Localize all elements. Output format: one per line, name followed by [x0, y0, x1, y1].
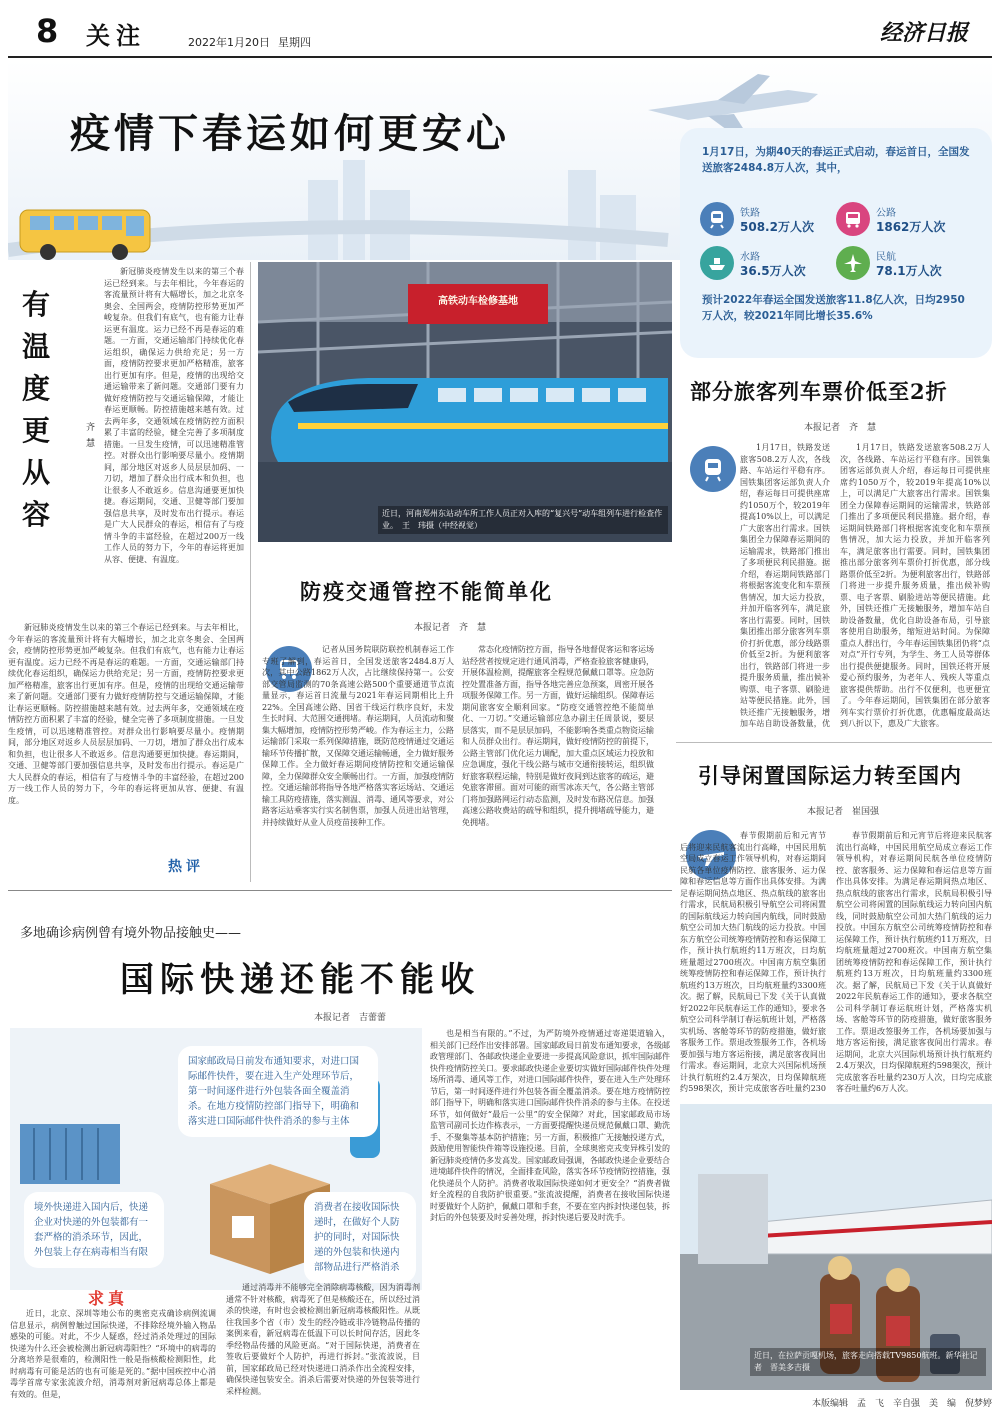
stat-water-label: 水路	[740, 252, 760, 263]
tickets-body-col1	[680, 442, 830, 730]
aviation-body-col2	[836, 830, 992, 1096]
express-body-col3	[430, 1028, 670, 1408]
stat-air-value: 78.1万人次	[876, 264, 942, 278]
commentary-author: 齐 慧	[86, 423, 96, 449]
stat-rail-value: 508.2万人次	[740, 220, 814, 234]
transport-byline: 本报记者 齐 慧	[413, 623, 486, 633]
aviation-body-col1	[680, 830, 826, 1096]
stat-road-label: 公路	[876, 208, 896, 219]
express-bubble-2: 境外快递进入国内后，快递企业对快递的外包装都有一套严格的消杀环节，因此，外包装上存在病毒相当有限	[24, 1192, 164, 1268]
express-illustration	[10, 1028, 422, 1290]
express-text-2: 通过消毒并不能够完全消除病毒核酸，因为消毒剂通常不针对核酸，病毒死了但是核酸还在，所以经过消杀的快递，有时也会被检测出新冠病毒核酸阳性。从既往我国多个省（市）发生的经冷链或非冷链物品传播的案例来看，新冠病毒在低温下可以长时间存活，因此冬季经物品传播的风险更高。“对于国际快递，消费者在签收后要做好个人防护，再进行拆封。”张流波说，目前，国家邮政局已经对快递进口消杀作出全流程安排，确保快递包装安全。消杀后需要对快递的外包装等进行采样检测。	[226, 1283, 420, 1396]
photo-airport-caption: 近日，在拉萨贡嘎机场，旅客走向搭载TV9850航班。新华社记者 晋美多吉摄	[750, 1348, 986, 1376]
commentary-text: 新冠肺炎疫情发生以来的第三个春运已经到来。与去年相比，今年春运的客流量预计将有大幅增长，加之北京冬奥会、全国两会，疫情防控形势更加严峻复杂。但我们有底气，也有能力让春运更有温度。运力已经不再是春运的难题。一方面，交通运输部门持续优化春运组织，确保运力供给充足；另一方面，疫情防控要求更加严格精准，旅客出行更加有序。但是，疫情的出现给交通运输带来了新问题。交通部门要有力做好疫情防控与交通运输保障，才能让春运更顺畅。防控措施越来越有效。过去两年多，交通领域在疫情防控方面积累了丰富的经验，健全完善了多项制度措施。一旦发生疫情，可以迅速精准管控。对群众出行影响要尽量小。疫情期间，部分地区对返乡人员层层加码、一刀切，增加了群众出行成本和负担，也让很多人不敢返乡。信息沟通要更加快捷。春运期间，交通、卫健等部门要加强信息共享，及时发布出行提示。春运是广大人民群众的春运，相信有了与疫情斗争的丰富经验，在超过200万一线工作人员的努力下，今年的春运将更加从容、便捷、有温度。	[104, 267, 244, 564]
ship-icon	[700, 246, 734, 280]
express-title: 国际快递还能不能收	[120, 960, 480, 1000]
express-bubble-3: 消费者在接收国际快递时，在做好个人防护的同时，对国际快递的外包装和快递内部物品进行严格消杀	[304, 1192, 416, 1283]
shipping-container-graphic	[20, 1124, 120, 1184]
bus-illustration	[20, 210, 150, 260]
commentary-body-continued	[8, 622, 244, 882]
section-name: 关注	[86, 21, 146, 50]
express-body-col1	[10, 1308, 216, 1408]
commentary-text-continued: 新冠肺炎疫情发生以来的第三个春运已经到来。与去年相比，今年春运的客流量预计将有大幅增长，加之北京冬奥会、全国两会，疫情防控形势更加严峻复杂。但我们有底气，也有能力让春运更有温度。运力已经不再是春运的难题。一方面，交通运输部门持续优化春运组织，确保运力供给充足；另一方面，疫情防控要求更加严格精准，旅客出行更加有序。但是，疫情的出现给交通运输带来了新问题。交通部门要有力做好疫情防控与交通运输保障，才能让春运更顺畅。防控措施越来越有效。过去两年多，交通领域在疫情防控方面积累了丰富的经验，健全完善了多项制度措施。一旦发生疫情，可以迅速精准管控。对群众出行影响要尽量小。疫情期间，部分地区对返乡人员层层加码、一刀切，增加了群众出行成本和负担，也让很多人不敢返乡。信息沟通要更加快捷。春运期间，交通、卫健等部门要加强信息共享，及时发布出行提示。春运是广大人民群众的春运，相信有了与疫情斗争的丰富经验，在超过200万一线工作人员的努力下，今年的春运将更加从容、便捷、有温度。	[8, 623, 244, 805]
express-tag: 求真	[88, 1289, 129, 1308]
plane-icon	[836, 246, 870, 280]
aviation-title: 引导闲置国际运力转至国内	[698, 763, 962, 788]
commentary-divider	[250, 262, 251, 882]
train-icon	[700, 202, 734, 236]
issue-weekday: 星期四	[278, 36, 311, 49]
stat-rail-label: 铁路	[740, 208, 760, 219]
commentary-tag: 热评	[168, 859, 204, 875]
transport-text-1: 记者从国务院联防联控机制春运工作专班了解到，春运首日，全国发送旅客2484.8万人次，其中公路1862万人次，占比继续保持第一。公安部交管局监测的70条高速公路500个重要通道节点流量显示，春运首日流量与2021年春运同期相比上升22%。全国高速公路、国省干线运行秩序良好，未发生长时间、大范围交通拥堵。春运期间，人员流动和聚集大幅增加，疫情防控形势严峻。作为春运主力，公路运输部门采取一系列保障措施，既防范疫情通过交通运输环节传播扩散，又保障交通运输畅通，全力做好服务保障工作。全力做好春运期间疫情防控和交通运输保障，全力保障群众安全顺畅出行。一方面，加强疫情防控。交通运输部将指导各地严格落实客运场站、交通运输工具防疫措施，落实测温、消毒、通风等要求，对公路客运站乘客实行实名制售票，加强人员进出站管理，并持续做好从业人员疫苗接种工作。	[262, 645, 454, 827]
stat-road-value: 1862万人次	[876, 220, 946, 234]
express-text-1: 近日，北京、深圳等地公布的奥密克戎确诊病例流调信息显示，病例曾触过国际快递，不排除经境外输入物品感染的可能。对此，不少人疑惑，经过消杀处理过的国际快递为什么还会被检测出新冠病毒阳性？“环境中的病毒的分离培养是很难的，检测阳性一般是指核酸检测阳性，此时病毒有可能是活的也有可能是死的。”据中国疾控中心消毒学首席专家张流波介绍，消毒剂对新冠病毒总体上都是有效的。但是，	[10, 1309, 216, 1399]
tickets-byline: 本报记者 齐 慧	[803, 423, 876, 433]
issue-date: 2022年1月20日	[188, 36, 270, 49]
tickets-title: 部分旅客列车票价低至2折	[690, 379, 948, 404]
aviation-text-1: 春节假期前后和元宵节后将迎来民航客流出行高峰，中国民用航空局成立春运工作领导机构，对春运期间民航各单位疫情防控、旅客服务、运力保障和春运信息等方面作出具体安排。为满足春运期间热点地区、热点航线的旅客出行需求，民航局积极引导航空公司将闲置的国际航线运力转向国内航线，同时鼓励航空公司加大热门航线的运力投放。中国东方航空公司统筹疫情防控和春运保障工作，预计执行航班约11万班次，日均航班量超过2700班次。中国南方航空集团统筹疫情防控和春运保障工作，预计执行航班约13万班次，日均航班量约3300班次。据了解，民航局已下发《关于认真做好2022年民航春运工作的通知》，要求各航空公司科学制订春运航班计划，严格落实机场、客舱等环节的防疫措施，做好旅客服务工作。票退改签服务工作，各机场要加强与地方客运衔接，满足旅客夜间出行需求。春运期间，北京大兴国际机场预计执行航班约2.4万架次，日均保障航班约598架次，预计完成旅客吞吐量约230	[680, 831, 826, 1093]
photo-train	[258, 262, 672, 542]
masthead	[0, 0, 1000, 60]
hero-title: 疫情下春运如何更安心	[70, 111, 510, 157]
transport-text-2: 常态化疫情防控方面，指导各地督促客运和客运场站经营者按规定进行通风消毒，严格查验旅客健康码，开展体温检测，提醒旅客全程规范佩戴口罩等。应急防控处置准备方面，指导各地完善应急预案，周密开展各项服务保障工作。另一方面，做好运输组织。保障春运期间旅客安全顺利回家。“防疫交通管控绝不能简单化、一刀切。”交通运输部应急办副主任周景说，要层层落实，而不是层层加码，不能影响各类重点物资运输和人员群众出行。春运期间，做好疫情防控的前提下，公路主管部门优化运力调配，加大重点区域运力投放和应急调度，强化干线公路与城市交通衔接转运，组织做好旅客联程运输，特别是做好夜间到达旅客的疏运，避免旅客滞留。面对可能的雨雪冰冻天气，各公路主管部门将加强路网运行动态监测，及时发布路况信息。加强高速公路收费站的疏导和组织，提升拥堵疏导能力，避免拥堵。	[462, 645, 654, 827]
tickets-text-1: 1月17日，铁路发送旅客508.2万人次，各线路、车站运行平稳有序。国铁集团客运部负责人介绍，春运每日可提供座席约1050万个，较2019年提高10%以上，可以满足广大旅客出行需求。国铁集团全力保障春运期间的运输需求，铁路部门推出了多项便民利民措施。据介绍，春运期间铁路部门将根据客流变化和车票预售情况，加大运力投放，并加开临客列车，满足旅客出行需要。同时，国铁集团推出部分旅客列车票价打折优惠，部分线路票价低至2折。为便利旅客出行，铁路部门将进一步提升服务质量，推出候补购票、电子客票、刷脸进站等便民措施。此外，国铁还推广无接触服务，增加车站自助设备数量，优	[740, 443, 830, 728]
aviation-text-2: 春节假期前后和元宵节后将迎来民航客流出行高峰，中国民用航空局成立春运工作领导机构，对春运期间民航各单位疫情防控、旅客服务、运力保障和春运信息等方面作出具体安排。为满足春运期间热点地区、热点航线的旅客出行需求，民航局积极引导航空公司将闲置的国际航线运力转向国内航线，同时鼓励航空公司加大热门航线的运力投放。中国东方航空公司统筹疫情防控和春运保障工作，预计执行航班约11万班次，日均航班量超过2700班次。中国南方航空集团统筹疫情防控和春运保障工作，预计执行航班约13万班次，日均航班量约3300班次。据了解，民航局已下发《关于认真做好2022年民航春运工作的通知》，要求各航空公司科学制订春运航班计划，严格落实机场、客舱等环节的防疫措施，做好旅客服务工作。票退改签服务工作，各机场要加强与地方客运衔接，满足旅客夜间出行需求。春运期间，北京大兴国际机场预计执行航班约2.4万架次，日均保障航班约598架次，预计完成旅客吞吐量约230万人次，日均完成旅客吞吐量约6万人次。	[836, 831, 992, 1093]
tickets-text-2: 1月17日，铁路发送旅客508.2万人次，各线路、车站运行平稳有序。国铁集团客运部负责人介绍，春运每日可提供座席约1050万个，较2019年提高10%以上，可以满足广大旅客出行需求。国铁集团全力保障春运期间的运输需求，铁路部门推出了多项便民利民措施。据介绍，春运期间铁路部门将根据客流变化和车票预售情况，加大运力投放，并加开临客列车，满足旅客出行需要。同时，国铁集团推出部分旅客列车票价打折优惠，部分线路票价低至2折。为便利旅客出行，铁路部门将进一步提升服务质量，推出候补购票、电子客票、刷脸进站等便民措施。此外，国铁还推广无接触服务，增加车站自助设备数量，优化自助设备布局，引导旅客使用自助服务，缩短进站时间。为保障重点人群出行，今年春运国铁集团仍将“点对点”开行专列，为学生、务工人员等群体出行提供便捷服务。同时，国铁还将开展爱心预约服务，为老年人、残疾人等重点旅客提供帮助。出行不仅便利，也更便宜了。今年春运期间，国铁集团在部分旅客列车实行票价打折优惠，优惠幅度最高达到八折以下，惠及广大旅客。	[840, 443, 990, 728]
transport-title: 防疫交通管控不能简单化	[300, 579, 553, 604]
stat-air-label: 民航	[876, 252, 896, 263]
express-body-col2	[226, 1282, 420, 1408]
stats-panel	[680, 128, 992, 358]
express-kicker: 多地确诊病例曾有境外物品接触史——	[20, 926, 242, 941]
stats-intro: 1月17日，为期40天的春运正式启动，春运首日，全国发送旅客2484.8万人次，其中，	[702, 146, 970, 174]
transport-body-col1	[262, 644, 454, 884]
stat-water-value: 36.5万人次	[740, 264, 806, 278]
photo-airport	[680, 1104, 992, 1390]
aviation-byline: 本报记者 崔国强	[806, 807, 879, 817]
bus-icon	[836, 202, 870, 236]
tickets-body-col2	[840, 442, 990, 730]
express-bubble-1: 国家邮政局日前发布通知要求，对进口国际邮件快件，要在进入生产处理环节后，第一时间逐件进行外包装各面全覆盖消杀。在地方疫情防控部门指导下，明确和落实进口国际邮件快件消杀的参与主体	[178, 1046, 378, 1137]
express-text-3: 也是相当有限的。”不过，为严防境外疫情通过寄递渠道输入，相关部门已经作出安排部署。国家邮政局日前发布通知要求，各级邮政管理部门、各邮政快递企业要进一步提高风险意识，抓牢国际邮件快件疫情防控关口。要求邮政快递企业要切实做好国际邮件快件处理场所消毒、通风等工作，对进口国际邮件快件，要在进入生产处理环节后，第一时间逐件进行外包装各面全覆盖消杀。要在地方疫情防控部门指导下，明确和落实进口国际邮件快件消杀的参与主体。在投送环节，如何做好“最后一公里”的安全保障？对此，国家邮政局市场监管司副司长边作栋表示，一方面要提醒快递员规范佩戴口罩、勤洗手、不聚集等基本防护措施；另一方面，积极推广无接触投递方式，鼓励使用智能快件箱等设施投递。目前，全球奥密克戎变异株引发的新冠肺炎疫情仍多发高发。国家邮政局强调，各邮政快递企业要结合进境邮件快件的情况，全面排查风险，落实各环节疫情防控措施，强化快递员个人防护。消费者收取国际快递如何才更安全？“消费者做好全流程的自我防护很重要。”张流波提醒，消费者在接收国际快递时要做好个人防护，佩戴口罩和手套，不要在室内拆封快递包装，拆封后的外包装要及时妥善处理，拆封快递后要及时洗手。	[430, 1029, 670, 1222]
express-divider	[8, 890, 672, 891]
masthead-rule	[8, 56, 992, 58]
footer-editors: 本版编辑 孟 飞 辛自强 美 编 倪梦婷	[811, 1399, 992, 1409]
aviation-divider	[676, 742, 992, 743]
photo-train-caption: 近日，河南郑州东站动车所工作人员正对入库的“复兴号”动车组列车进行检查作业。 王 玮摄（中经视觉）	[378, 506, 668, 534]
page-number: 8	[36, 12, 59, 50]
commentary-vertical-title: 有温度 更从容	[22, 288, 51, 531]
transport-body-col2	[462, 644, 654, 884]
commentary-body	[104, 266, 244, 616]
express-byline: 本报记者 吉蕾蕾	[313, 1013, 386, 1023]
newspaper-logo: 经济日报	[880, 20, 969, 46]
stats-forecast: 预计2022年春运全国发送旅客11.8亿人次，日均2950万人次，较2021年同比增长35.6%	[702, 294, 965, 322]
photo-banner-text: 高铁动车检修基地	[438, 296, 518, 307]
